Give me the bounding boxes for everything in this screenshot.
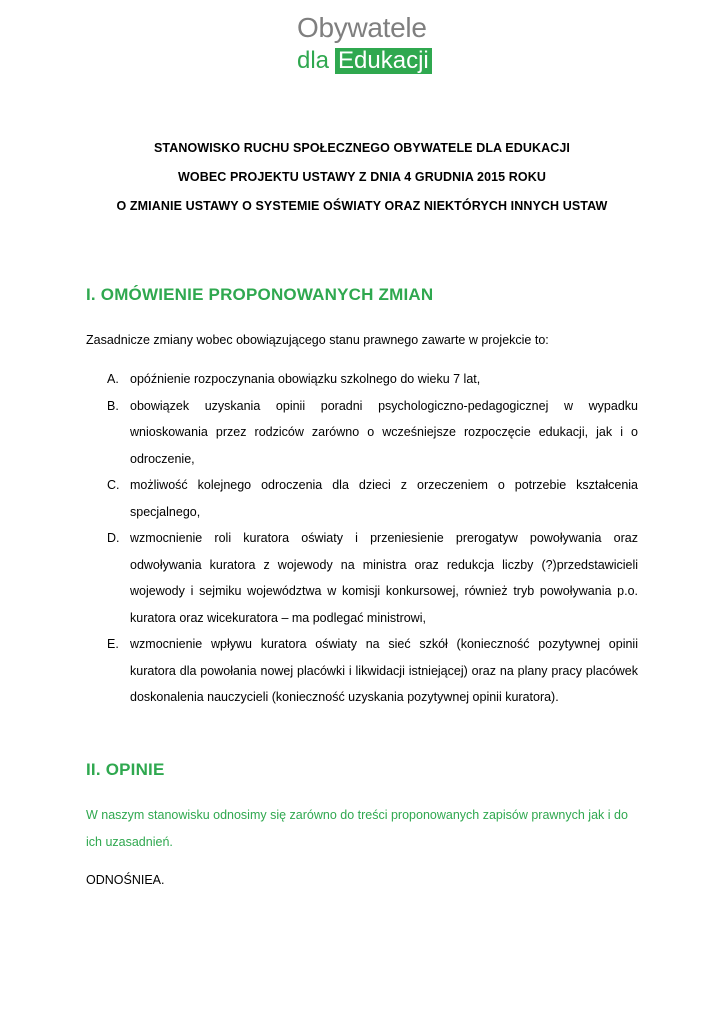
list-item [86,393,638,473]
logo-highlight-text: Edukacji [335,48,432,74]
list-item-text: opóźnienie rozpoczynania obowiązku szkolnego do wieku 7 lat, [130,372,481,386]
list-item-text: wzmocnienie wpływu kuratora oświaty na sieć szkół (konieczność pozytywnej opinii kuratora dla powołania nowej placówki i likwidacji istniejącej) oraz na plany pracy placówek doskonalenia nauczycieli (konieczność uzyskania pozytywnej opinii kuratora). [130,637,638,704]
logo-line1: Obywatele [297,12,427,43]
heading-line-2: WOBEC PROJEKTU USTAWY Z DNIA 4 GRUDNIA 2015 ROKU [177,170,547,184]
list-item-text: obowiązek uzyskania opinii poradni psychologiczno-pedagogicznej w wypadku wnioskowania przez rodziców zarówno o wcześniejsze rozpoczęcie edukacji, jak i o odroczenie, [130,398,638,466]
heading-line-1: STANOWISKO RUCHU SPOŁECZNEGO OBYWATELE DLA EDUKACJI [154,141,570,155]
changes-list [86,366,638,711]
list-item-letter: D. [107,531,120,545]
section-2-paragraph: W naszym stanowisku odnosimy się zarówno do treści proponowanych zapisów prawnych jak i do ich uzasadnień. [86,808,628,849]
list-item-letter: C. [107,478,120,492]
list-item-text: wzmocnienie roli kuratora oświaty i przeniesienie prerogatyw powoływania oraz odwoływania kuratora z wojewody na ministra oraz redukcja liczby (?)przedstawicieli wojewody i sejmiku województwa w komisji konkursowej, również tryb powoływania p.o. kuratora oraz wicekuratora – ma podlegać ministrowi, [130,531,638,625]
section-2-title: II. OPINIE [86,760,165,779]
list-item [86,366,638,393]
list-item-text: możliwość kolejnego odroczenia dla dzieci z orzeczeniem o potrzebie kształcenia specjalnego, [130,478,638,519]
list-item [86,525,638,631]
section-1-title: I. OMÓWIENIE PROPONOWANYCH ZMIAN [86,285,434,304]
list-item [86,631,638,711]
document-heading [40,134,684,221]
section-1-intro: Zasadnicze zmiany wobec obowiązującego stanu prawnego zawarte w projekcie to: [86,333,549,347]
logo [297,12,437,75]
list-item [86,472,638,525]
logo-plain-text: dla [297,47,330,74]
footnote-text: ODNOŚNIEA. [86,873,165,887]
list-item-letter: B. [107,398,119,413]
heading-line-3: O ZMIANIE USTAWY O SYSTEMIE OŚWIATY ORAZ NIEKTÓRYCH INNYCH USTAW [116,199,608,213]
logo-line2 [297,47,437,75]
list-item-letter: A. [107,372,119,386]
list-item-letter: E. [107,637,119,651]
